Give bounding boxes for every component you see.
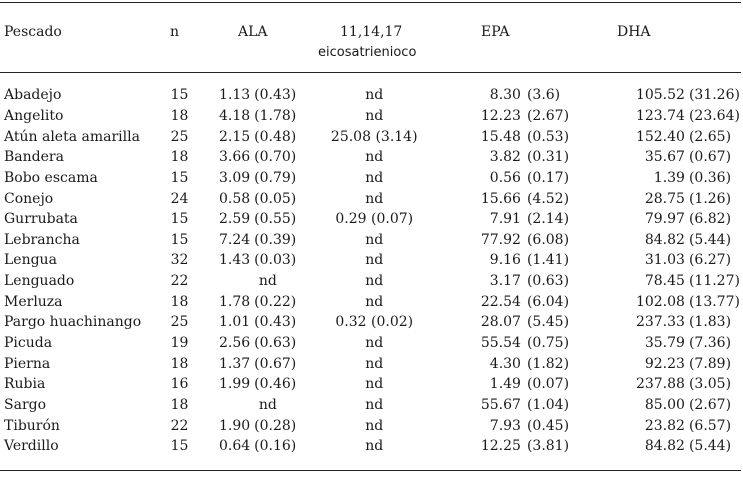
dha-sd: (6.57) [688, 417, 732, 434]
eicosatrienoic-cell [308, 271, 441, 292]
table-row [0, 147, 743, 168]
ala-value: 1.90 [218, 417, 251, 434]
ala-cell [198, 374, 307, 395]
dha-cell [583, 374, 743, 395]
dha-sd: (1.83) [688, 314, 732, 331]
epa-cell [441, 271, 583, 292]
epa-value: 15.66 [480, 190, 521, 207]
ala-cell [198, 312, 307, 333]
table-row [0, 415, 743, 436]
eicosatrienoic-value: nd [365, 396, 384, 413]
eicosatrienoic-value: nd [365, 293, 384, 310]
dha-value: 105.52 [635, 87, 685, 104]
fish-name-cell [0, 436, 161, 457]
epa-cell [441, 147, 583, 168]
eicosatrienoic-value: nd [365, 376, 384, 393]
fish-name: Lengua [4, 252, 57, 269]
n-cell [161, 85, 198, 106]
n-cell [161, 126, 198, 147]
top-rule [0, 2, 741, 3]
header-dha: DHA [617, 24, 651, 40]
dha-value: 85.00 [644, 396, 685, 413]
epa-value: 22.54 [480, 293, 521, 310]
fish-name-cell [0, 374, 161, 395]
eicosatrienoic-cell [308, 106, 441, 127]
dha-value: 79.97 [644, 211, 685, 228]
ala-sd: (0.28) [254, 417, 297, 434]
eicosatrienoic-value: nd [365, 438, 384, 455]
ala-cell [198, 126, 307, 147]
header-eico-line2: eicosatrienioco [318, 45, 417, 60]
epa-value: 4.30 [489, 355, 521, 372]
fish-name-cell [0, 147, 161, 168]
fish-name: Pargo huachinango [4, 314, 142, 331]
ala-sd: (0.67) [254, 355, 297, 372]
eicosatrienoic-value: nd [365, 335, 384, 351]
dha-cell [583, 209, 743, 230]
n-cell [161, 209, 198, 230]
dha-value: 84.82 [644, 231, 685, 248]
eicosatrienoic-cell [308, 209, 441, 230]
epa-value: 7.93 [489, 417, 521, 434]
ala-value: 1.43 [218, 252, 251, 269]
ala-cell [198, 229, 307, 250]
ala-cell [198, 85, 307, 106]
eicosatrienoic-value: nd [365, 169, 384, 186]
dha-value: 78.45 [644, 273, 685, 290]
n-value: 22 [170, 273, 189, 290]
eicosatrienoic-value: nd [365, 87, 384, 104]
epa-cell [441, 374, 583, 395]
epa-cell [441, 353, 583, 374]
epa-cell [441, 333, 583, 354]
table-row [0, 374, 743, 395]
n-value: 18 [170, 396, 189, 413]
dha-cell [583, 106, 743, 127]
n-value: 15 [170, 231, 189, 248]
eicosatrienoic-cell [308, 291, 441, 312]
epa-sd: (0.45) [526, 417, 570, 434]
eicosatrienoic-cell [308, 188, 441, 209]
table-row [0, 353, 743, 374]
dha-sd: (7.36) [688, 335, 732, 351]
fish-name-cell [0, 250, 161, 271]
ala-sd: (0.70) [254, 149, 297, 166]
ala-sd: (1.78) [254, 107, 297, 124]
epa-cell [441, 126, 583, 147]
ala-value: 0.64 [218, 438, 251, 455]
table-row [0, 209, 743, 230]
n-cell [161, 415, 198, 436]
dha-sd: (23.64) [688, 107, 740, 124]
dha-sd: (7.89) [688, 355, 732, 372]
ala-cell [198, 436, 307, 457]
ala-cell [198, 188, 307, 209]
table-row [0, 271, 743, 292]
fish-name: Atún aleta amarilla [4, 128, 140, 145]
epa-sd: (2.14) [526, 211, 570, 228]
fish-name-cell [0, 188, 161, 209]
epa-sd: (6.04) [526, 293, 570, 310]
fish-name: Bobo escama [4, 169, 98, 186]
epa-sd: (0.53) [526, 128, 570, 145]
ala-cell [198, 209, 307, 230]
dha-value: 102.08 [635, 293, 685, 310]
epa-cell [441, 250, 583, 271]
n-cell [161, 333, 198, 354]
ala-sd: (0.39) [254, 231, 297, 248]
table-row [0, 312, 743, 333]
ala-value: 1.99 [218, 376, 251, 393]
ala-cell [198, 106, 307, 127]
dha-sd: (0.36) [688, 169, 732, 186]
ala-value: 1.01 [218, 314, 251, 331]
eicosatrienoic-cell [308, 229, 441, 250]
bottom-rule [0, 470, 741, 471]
dha-cell [583, 188, 743, 209]
fish-name: Sargo [4, 396, 47, 413]
fish-name-cell [0, 353, 161, 374]
epa-sd: (0.31) [526, 149, 570, 166]
eicosatrienoic-cell [308, 436, 441, 457]
fish-name: Conejo [4, 190, 54, 207]
dha-sd: (2.67) [688, 396, 732, 413]
n-cell [161, 229, 198, 250]
ala-sd: (0.43) [254, 314, 297, 331]
ala-sd: (0.05) [254, 190, 297, 207]
epa-value: 0.56 [489, 169, 521, 186]
n-cell [161, 353, 198, 374]
dha-cell [583, 353, 743, 374]
dha-cell [583, 147, 743, 168]
eicosatrienoic-value: nd [365, 355, 384, 372]
dha-value: 237.88 [635, 376, 685, 393]
dha-value: 35.79 [644, 335, 685, 351]
dha-value: 1.39 [653, 169, 685, 186]
eicosatrienoic-value: nd [365, 417, 384, 434]
fish-name: Merluza [4, 293, 63, 310]
eicosatrienoic-value: 0.29 (0.07) [335, 211, 414, 228]
dha-value: 31.03 [644, 252, 685, 269]
dha-cell [583, 85, 743, 106]
eicosatrienoic-cell [308, 353, 441, 374]
eicosatrienoic-cell [308, 312, 441, 333]
epa-sd: (6.08) [526, 231, 570, 248]
ala-sd: (0.43) [254, 87, 297, 104]
eicosatrienoic-value: 25.08 (3.14) [330, 128, 418, 145]
eicosatrienoic-value: nd [365, 273, 384, 290]
epa-cell [441, 395, 583, 416]
ala-value: 1.37 [218, 355, 251, 372]
ala-cell [198, 415, 307, 436]
ala-sd: (0.48) [254, 128, 297, 145]
dha-cell [583, 271, 743, 292]
ala-cell [198, 395, 307, 416]
fish-name: Gurrubata [4, 211, 78, 228]
eicosatrienoic-value: nd [365, 231, 384, 248]
n-value: 24 [170, 190, 189, 207]
n-cell [161, 395, 198, 416]
dha-sd: (0.67) [688, 149, 732, 166]
epa-value: 1.49 [489, 376, 521, 393]
dha-cell [583, 291, 743, 312]
ala-sd: (0.63) [254, 335, 297, 351]
dha-cell [583, 312, 743, 333]
ala-sd: (0.22) [254, 293, 297, 310]
fish-name: Pierna [4, 355, 51, 372]
ala-sd: (0.46) [254, 376, 297, 393]
dha-sd: (11.27) [688, 273, 740, 290]
fish-name-cell [0, 271, 161, 292]
table-row [0, 229, 743, 250]
fish-name-cell [0, 395, 161, 416]
ala-value: nd [258, 273, 277, 290]
epa-cell [441, 312, 583, 333]
fish-name: Lebrancha [4, 231, 80, 248]
eicosatrienoic-value: nd [365, 149, 384, 166]
epa-value: 55.54 [480, 335, 521, 351]
n-cell [161, 374, 198, 395]
eicosatrienoic-cell [308, 126, 441, 147]
eicosatrienoic-cell [308, 250, 441, 271]
fish-name: Verdillo [4, 438, 59, 455]
data-table [0, 85, 743, 457]
dha-cell [583, 126, 743, 147]
epa-sd: (0.75) [526, 335, 570, 351]
dha-value: 28.75 [644, 190, 685, 207]
fish-name-cell [0, 106, 161, 127]
fish-name: Abadejo [4, 87, 62, 104]
table-row [0, 291, 743, 312]
n-cell [161, 106, 198, 127]
dha-sd: (6.27) [688, 252, 732, 269]
n-value: 18 [170, 107, 189, 124]
n-value: 18 [170, 355, 189, 372]
table-row [0, 188, 743, 209]
fish-name-cell [0, 415, 161, 436]
dha-value: 237.33 [635, 314, 685, 331]
eicosatrienoic-value: nd [365, 190, 384, 207]
n-value: 18 [170, 149, 189, 166]
table-row [0, 250, 743, 271]
dha-sd: (2.65) [688, 128, 732, 145]
epa-sd: (0.63) [526, 273, 570, 290]
dha-cell [583, 333, 743, 354]
fish-name-cell [0, 209, 161, 230]
ala-cell [198, 333, 307, 354]
eicosatrienoic-cell [308, 168, 441, 189]
dha-sd: (5.44) [688, 438, 732, 455]
n-cell [161, 436, 198, 457]
ala-value: 4.18 [218, 107, 251, 124]
epa-sd: (0.17) [526, 169, 570, 186]
epa-cell [441, 415, 583, 436]
fish-name: Tiburón [4, 417, 60, 434]
n-value: 22 [170, 417, 189, 434]
n-cell [161, 271, 198, 292]
n-value: 15 [170, 438, 189, 455]
fish-name: Bandera [4, 149, 64, 166]
fish-name: Angelito [4, 107, 64, 124]
n-value: 15 [170, 87, 189, 104]
epa-cell [441, 168, 583, 189]
epa-value: 9.16 [489, 252, 521, 269]
epa-value: 15.48 [480, 128, 521, 145]
ala-sd: (0.03) [254, 252, 297, 269]
n-value: 16 [170, 376, 189, 393]
dha-cell [583, 168, 743, 189]
dha-cell [583, 250, 743, 271]
dha-cell [583, 415, 743, 436]
ala-cell [198, 168, 307, 189]
eicosatrienoic-value: 0.32 (0.02) [335, 314, 414, 331]
eicosatrienoic-value: nd [365, 107, 384, 124]
n-cell [161, 147, 198, 168]
dha-value: 23.82 [644, 417, 685, 434]
ala-sd: (0.79) [254, 169, 297, 186]
epa-sd: (2.67) [526, 107, 570, 124]
ala-value: 3.66 [218, 149, 251, 166]
epa-value: 77.92 [480, 231, 521, 248]
table-row [0, 106, 743, 127]
eicosatrienoic-cell [308, 333, 441, 354]
n-value: 15 [170, 169, 189, 186]
epa-sd: (3.6) [526, 87, 561, 104]
ala-value: 1.13 [218, 87, 251, 104]
dha-cell [583, 395, 743, 416]
table-row [0, 395, 743, 416]
fish-name-cell [0, 85, 161, 106]
epa-cell [441, 188, 583, 209]
epa-sd: (3.81) [526, 438, 570, 455]
header-n: n [170, 24, 180, 40]
epa-sd: (1.04) [526, 396, 570, 413]
fish-name-cell [0, 333, 161, 354]
table-row [0, 333, 743, 354]
dha-value: 84.82 [644, 438, 685, 455]
fish-name-cell [0, 168, 161, 189]
n-value: 32 [170, 252, 189, 269]
epa-value: 55.67 [480, 396, 521, 413]
n-cell [161, 291, 198, 312]
dha-sd: (13.77) [688, 293, 740, 310]
header-rule [0, 72, 741, 73]
epa-cell [441, 106, 583, 127]
ala-value: 2.56 [218, 335, 251, 351]
epa-sd: (1.82) [526, 355, 570, 372]
epa-sd: (1.41) [526, 252, 570, 269]
fish-name: Rubia [4, 376, 46, 393]
n-value: 18 [170, 293, 189, 310]
header-ala: ALA [238, 24, 268, 40]
n-value: 25 [170, 314, 189, 331]
header-epa: EPA [481, 24, 510, 40]
eicosatrienoic-cell [308, 147, 441, 168]
ala-cell [198, 353, 307, 374]
eicosatrienoic-cell [308, 374, 441, 395]
epa-value: 8.30 [489, 87, 521, 104]
table-row [0, 168, 743, 189]
dha-value: 92.23 [644, 355, 685, 372]
table-row [0, 436, 743, 457]
fish-name: Lenguado [4, 273, 75, 290]
epa-sd: (5.45) [526, 314, 570, 331]
epa-cell [441, 209, 583, 230]
fish-name-cell [0, 312, 161, 333]
dha-sd: (1.26) [688, 190, 732, 207]
epa-cell [441, 85, 583, 106]
table-row [0, 126, 743, 147]
epa-cell [441, 291, 583, 312]
epa-cell [441, 229, 583, 250]
eicosatrienoic-cell [308, 415, 441, 436]
dha-sd: (31.26) [688, 87, 740, 104]
n-cell [161, 188, 198, 209]
epa-sd: (0.07) [526, 376, 570, 393]
ala-sd: (0.16) [254, 438, 297, 455]
epa-value: 28.07 [480, 314, 521, 331]
ala-cell [198, 291, 307, 312]
n-value: 19 [170, 335, 189, 351]
ala-cell [198, 250, 307, 271]
dha-cell [583, 229, 743, 250]
fish-name-cell [0, 291, 161, 312]
fish-name-cell [0, 229, 161, 250]
dha-value: 35.67 [644, 149, 685, 166]
ala-cell [198, 271, 307, 292]
eicosatrienoic-cell [308, 85, 441, 106]
dha-cell [583, 436, 743, 457]
eicosatrienoic-cell [308, 395, 441, 416]
dha-sd: (5.44) [688, 231, 732, 248]
epa-value: 12.23 [480, 107, 521, 124]
header-pescado: Pescado [4, 24, 62, 40]
header-eico-line1: 11,14,17 [340, 24, 403, 40]
n-cell [161, 312, 198, 333]
epa-cell [441, 436, 583, 457]
ala-value: 7.24 [218, 231, 251, 248]
ala-value: 2.15 [218, 128, 251, 145]
dha-sd: (3.05) [688, 376, 732, 393]
ala-sd: (0.55) [254, 211, 297, 228]
eicosatrienoic-value: nd [365, 252, 384, 269]
ala-cell [198, 147, 307, 168]
n-value: 25 [170, 128, 189, 145]
table-row [0, 85, 743, 106]
n-value: 15 [170, 211, 189, 228]
ala-value: 0.58 [218, 190, 251, 207]
dha-value: 123.74 [635, 107, 685, 124]
epa-value: 7.91 [489, 211, 521, 228]
n-cell [161, 168, 198, 189]
dha-sd: (6.82) [688, 211, 732, 228]
fish-name: Picuda [4, 335, 53, 351]
fish-name-cell [0, 126, 161, 147]
ala-value: 1.78 [218, 293, 251, 310]
epa-value: 12.25 [480, 438, 521, 455]
ala-value: 2.59 [218, 211, 251, 228]
ala-value: 3.09 [218, 169, 251, 186]
epa-value: 3.82 [489, 149, 521, 166]
n-cell [161, 250, 198, 271]
ala-value: nd [258, 396, 277, 413]
epa-sd: (4.52) [526, 190, 570, 207]
dha-value: 152.40 [635, 128, 685, 145]
epa-value: 3.17 [489, 273, 521, 290]
